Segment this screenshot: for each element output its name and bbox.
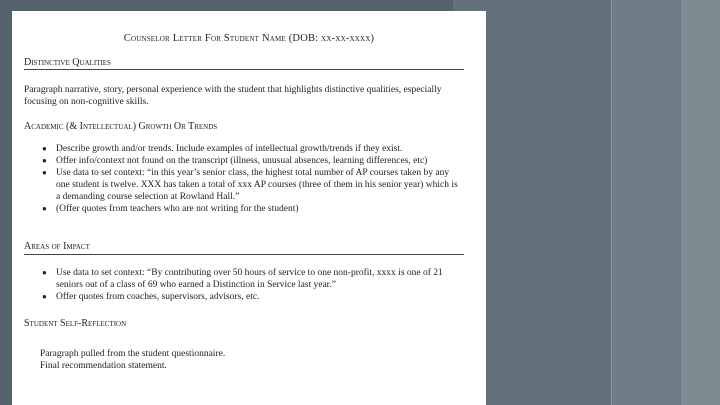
list-item-text: (Offer quotes from teachers who are not writing for the student): [56, 204, 299, 214]
bullet-icon: ●: [42, 156, 47, 165]
section-heading-academic-growth: Academic (& Intellectual) Growth Or Trends: [24, 121, 218, 132]
reflection-line: Paragraph pulled from the student questionnaire.: [40, 349, 226, 359]
background-divider: [611, 0, 612, 405]
bullet-icon: ●: [42, 168, 47, 177]
section-heading-distinctive-qualities: Distinctive Qualities: [24, 57, 111, 68]
bullet-icon: ●: [42, 144, 47, 153]
bullet-icon: ●: [42, 292, 47, 301]
list-item-text: Offer info/context not found on the transcript (illness, unusual absences, learning differences, etc): [56, 156, 428, 166]
list-item-text: Describe growth and/or trends. Include examples of intellectual growth/trends if they exist.: [56, 144, 403, 154]
section-paragraph: Paragraph narrative, story, personal experience with the student that highlights distinctive qualities, especially focusing on non-cognitive skills.: [24, 85, 442, 107]
background-panel-2: [611, 0, 681, 405]
list-item-text: Use data to set context: “in this year’s senior class, the highest total number of AP courses taken by any one student is twelve. XXX has taken a total of xxx AP courses (three of them in his senior year) which is a demanding course selection at Rowland Hall.”: [56, 168, 458, 202]
list-item: [42, 167, 462, 203]
bullet-icon: ●: [42, 204, 47, 213]
list-item: [42, 155, 462, 167]
document-page: [12, 11, 486, 405]
academic-bullet-list: [42, 143, 462, 215]
section-heading-areas-of-impact: Areas of Impact: [24, 241, 90, 252]
reflection-line: Final recommendation statement.: [40, 361, 167, 371]
background-panel-3: [681, 0, 720, 405]
section-rule: [24, 254, 464, 255]
list-item-text: Use data to set context: “By contributing over 50 hours of service to one non-profit, xxxx is one of 21 seniors out of a class of 69 who earned a Distinction in Service last year.”: [56, 268, 443, 290]
document-title: Counselor Letter For Student Name (DOB: xx-xx-xxxx): [123, 33, 375, 44]
bullet-icon: ●: [42, 268, 47, 277]
impact-bullet-list: [42, 267, 462, 303]
list-item: [42, 203, 462, 215]
section-rule: [24, 69, 464, 70]
list-item: [42, 267, 462, 291]
list-item-text: Offer quotes from coaches, supervisors, advisors, etc.: [56, 292, 260, 302]
section-heading-student-self-reflection: Student Self-Reflection: [24, 318, 127, 329]
list-item: [42, 291, 462, 303]
list-item: [42, 143, 462, 155]
